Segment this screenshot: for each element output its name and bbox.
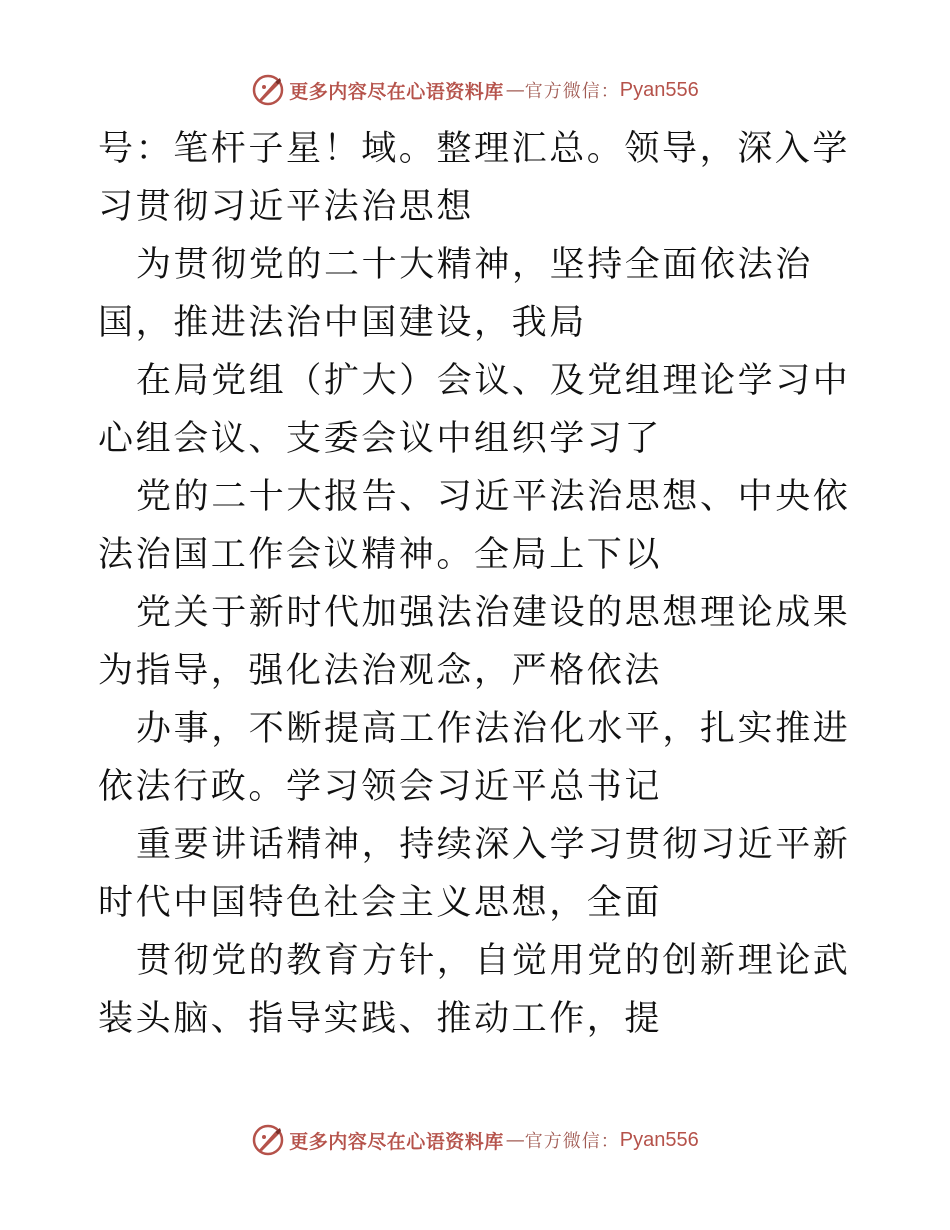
footer-wechat-label: 官方微信： (524, 1131, 620, 1152)
header-wechat-label: 官方微信： (524, 81, 620, 102)
footer-dash: — (505, 1129, 523, 1151)
paragraph: 在局党组（扩大）会议、及党组理论学习中心组会议、支委会议中组织学习了 (98, 361, 851, 459)
header-site-text: 更多内容尽在心语资料库 (289, 80, 504, 103)
paragraph: 办事，不断提高工作法治化水平，扎实推进依法行政。学习领会习近平总书记 (98, 709, 851, 807)
quill-logo-icon (251, 1123, 285, 1157)
quill-logo-icon (251, 73, 285, 107)
document-body (98, 120, 858, 1048)
footer-wechat-id: Pyan556 (619, 1128, 699, 1151)
paragraph: 贯彻党的教育方针，自觉用党的创新理论武装头脑、指导实践、推动工作，提 (98, 941, 851, 1039)
header-banner (0, 70, 950, 110)
paragraph: 党关于新时代加强法治建设的思想理论成果为指导，强化法治观念，严格依法 (98, 593, 851, 691)
paragraph: 号：笔杆子星！域。整理汇总。领导，深入学习贯彻习近平法治思想 (98, 129, 851, 227)
paragraph: 为贯彻党的二十大精神，坚持全面依法治国，推进法治中国建设，我局 (98, 245, 813, 343)
paragraph: 党的二十大报告、习近平法治思想、中央依法治国工作会议精神。全局上下以 (98, 477, 851, 575)
header-wechat-id: Pyan556 (619, 78, 699, 101)
footer-banner (0, 1120, 950, 1160)
footer-site-text: 更多内容尽在心语资料库 (289, 1130, 504, 1153)
paragraph: 重要讲话精神，持续深入学习贯彻习近平新时代中国特色社会主义思想，全面 (98, 825, 851, 923)
header-dash: — (505, 79, 523, 101)
